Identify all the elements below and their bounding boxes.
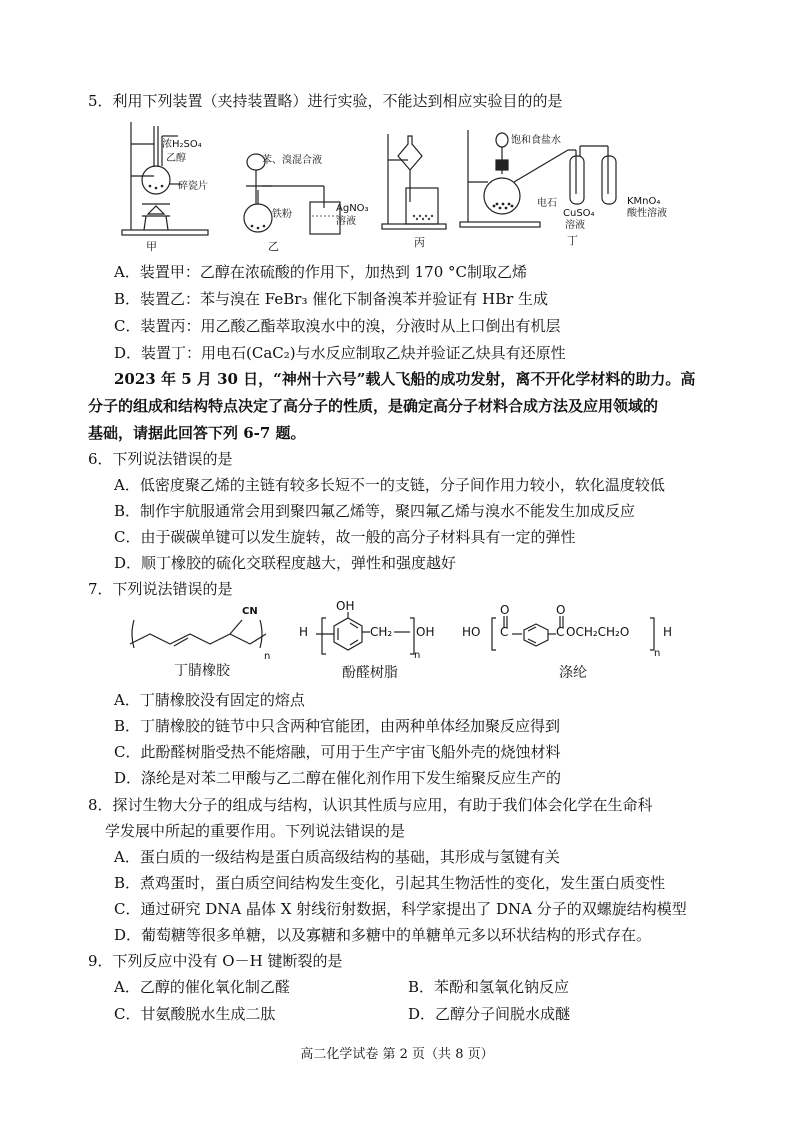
yi-label-agno3: AgNO₃ bbox=[336, 203, 369, 214]
phenolic-caption: 酚醛树脂 bbox=[342, 665, 398, 681]
phenolic-oh-top-label: OH bbox=[336, 599, 355, 613]
polyester-o2-label: O bbox=[556, 603, 566, 617]
q8-option-a: A．蛋白质的一级结构是蛋白质高级结构的基础，其形成与氢键有关 bbox=[114, 848, 560, 866]
polyester-o1-label: O bbox=[500, 603, 510, 617]
q9-stem: 9．下列反应中没有 O－H 键断裂的是 bbox=[88, 952, 343, 970]
nitrile-n-label: n bbox=[264, 651, 271, 662]
polyester-ho-label: HO bbox=[462, 625, 481, 639]
q5-stem: 5．利用下列装置（夹持装置略）进行实验，不能达到相应实验目的的是 bbox=[88, 92, 563, 110]
bing-caption: 丙 bbox=[414, 236, 425, 249]
intro-line-1: 2023 年 5 月 30 日，“神州十六号”载人飞船的成功发射，离不开化学材料的助力。高 bbox=[114, 370, 696, 388]
ding-label-carbide: 电石 bbox=[537, 198, 557, 209]
polyester-chain-label: OCH₂CH₂O bbox=[566, 625, 630, 639]
ding-label-cuso4-solution: 溶液 bbox=[565, 220, 585, 231]
q7-option-c: C．此酚醛树脂受热不能熔融，可用于生产宇宙飞船外壳的烧蚀材料 bbox=[114, 743, 561, 761]
ding-label-cuso4: CuSO₄ bbox=[563, 208, 595, 219]
polyester-c2-label: C bbox=[556, 625, 565, 639]
jia-caption: 甲 bbox=[146, 240, 157, 253]
q7-option-b: B．丁腈橡胶的链节中只含两种官能团，由两种单体经加聚反应得到 bbox=[114, 717, 561, 735]
phenolic-ch2-label: CH₂ bbox=[370, 625, 393, 639]
q8-option-d: D．葡萄糖等很多单糖，以及寡糖和多糖中的单糖单元多以环状结构的形式存在。 bbox=[114, 926, 652, 944]
q8-stem-line-1: 8．探讨生物大分子的组成与结构，认识其性质与应用，有助于我们体会化学在生命科 bbox=[88, 796, 653, 814]
phenolic-oh-end-label: OH bbox=[416, 625, 435, 639]
q7-option-d: D．涤纶是对苯二甲酸与乙二醇在催化剂作用下发生缩聚反应生产的 bbox=[114, 769, 562, 787]
q5-option-c: C．装置丙：用乙酸乙酯萃取溴水中的溴，分液时从上口倒出有机层 bbox=[114, 317, 561, 335]
q9-option-b: B．苯酚和氢氧化钠反应 bbox=[408, 978, 570, 996]
apparatus-jia bbox=[118, 118, 213, 238]
jia-label-chips: 碎瓷片 bbox=[178, 181, 208, 192]
phenolic-h-label: H bbox=[299, 625, 309, 639]
yi-caption: 乙 bbox=[268, 240, 279, 253]
q7-option-a: A．丁腈橡胶没有固定的熔点 bbox=[114, 691, 305, 709]
phenolic-n-label: n bbox=[414, 650, 421, 661]
q8-option-c: C．通过研究 DNA 晶体 X 射线衍射数据，科学家提出了 DNA 分子的双螺旋结构模型 bbox=[114, 900, 687, 918]
page-footer: 高二化学试卷 第 2 页（共 8 页） bbox=[300, 1047, 494, 1062]
q6-option-c: C．由于碳碳单键可以发生旋转，故一般的高分子材料具有一定的弹性 bbox=[114, 528, 576, 546]
q9-option-c: C．甘氨酸脱水生成二肽 bbox=[114, 1005, 276, 1023]
apparatus-bing bbox=[380, 130, 450, 230]
q7-stem: 7．下列说法错误的是 bbox=[88, 580, 233, 598]
q5-option-b: B．装置乙：苯与溴在 FeBr₃ 催化下制备溴苯并验证有 HBr 生成 bbox=[114, 290, 549, 308]
yi-label-iron: 铁粉 bbox=[272, 209, 292, 220]
ding-caption: 丁 bbox=[567, 234, 578, 247]
nitrile-caption: 丁腈橡胶 bbox=[174, 663, 230, 679]
intro-line-2: 分子的组成和结构特点决定了高分子的性质，是确定高分子材料合成方法及应用领域的 bbox=[88, 397, 659, 415]
q6-option-d: D．顺丁橡胶的硫化交联程度越大，弹性和强度越好 bbox=[114, 554, 457, 572]
polyester-caption: 涤纶 bbox=[559, 665, 587, 681]
jia-label-ethanol: 乙醇 bbox=[166, 153, 186, 164]
nitrile-cn-label: CN bbox=[242, 606, 258, 617]
polyester-n-label: n bbox=[654, 648, 661, 659]
q9-option-a: A．乙醇的催化氧化制乙醛 bbox=[114, 978, 290, 996]
q5-option-d: D．装置丁：用电石(CaC₂)与水反应制取乙炔并验证乙炔具有还原性 bbox=[114, 344, 566, 362]
q5-option-a: A．装置甲：乙醇在浓硫酸的作用下，加热到 170 °C制取乙烯 bbox=[114, 263, 527, 281]
q6-stem: 6．下列说法错误的是 bbox=[88, 450, 233, 468]
q8-stem-line-2: 学发展中所起的重要作用。下列说法错误的是 bbox=[105, 822, 406, 840]
q6-option-b: B．制作宇航服通常会用到聚四氟乙烯等，聚四氟乙烯与溴水不能发生加成反应 bbox=[114, 502, 636, 520]
ding-label-kmno4: KMnO₄ bbox=[627, 196, 661, 207]
jia-label-acid: 浓H₂SO₄ bbox=[162, 139, 202, 150]
intro-line-3: 基础，请据此回答下列 6-7 题。 bbox=[88, 424, 306, 442]
q9-option-d: D．乙醇分子间脱水成醚 bbox=[408, 1005, 571, 1023]
yi-label-mixture: 苯、溴混合液 bbox=[262, 155, 322, 166]
polyester-h-label: H bbox=[663, 625, 673, 639]
ding-label-acidic-solution: 酸性溶液 bbox=[627, 208, 667, 219]
q8-option-b: B．煮鸡蛋时，蛋白质空间结构发生变化，引起其生物活性的变化，发生蛋白质变性 bbox=[114, 874, 666, 892]
ding-label-brine: 饱和食盐水 bbox=[511, 135, 561, 146]
yi-label-solution: 溶液 bbox=[336, 216, 356, 227]
polyester-c1-label: C bbox=[500, 625, 509, 639]
q6-option-a: A．低密度聚乙烯的主链有较多长短不一的支链，分子间作用力较小，软化温度较低 bbox=[114, 476, 665, 494]
